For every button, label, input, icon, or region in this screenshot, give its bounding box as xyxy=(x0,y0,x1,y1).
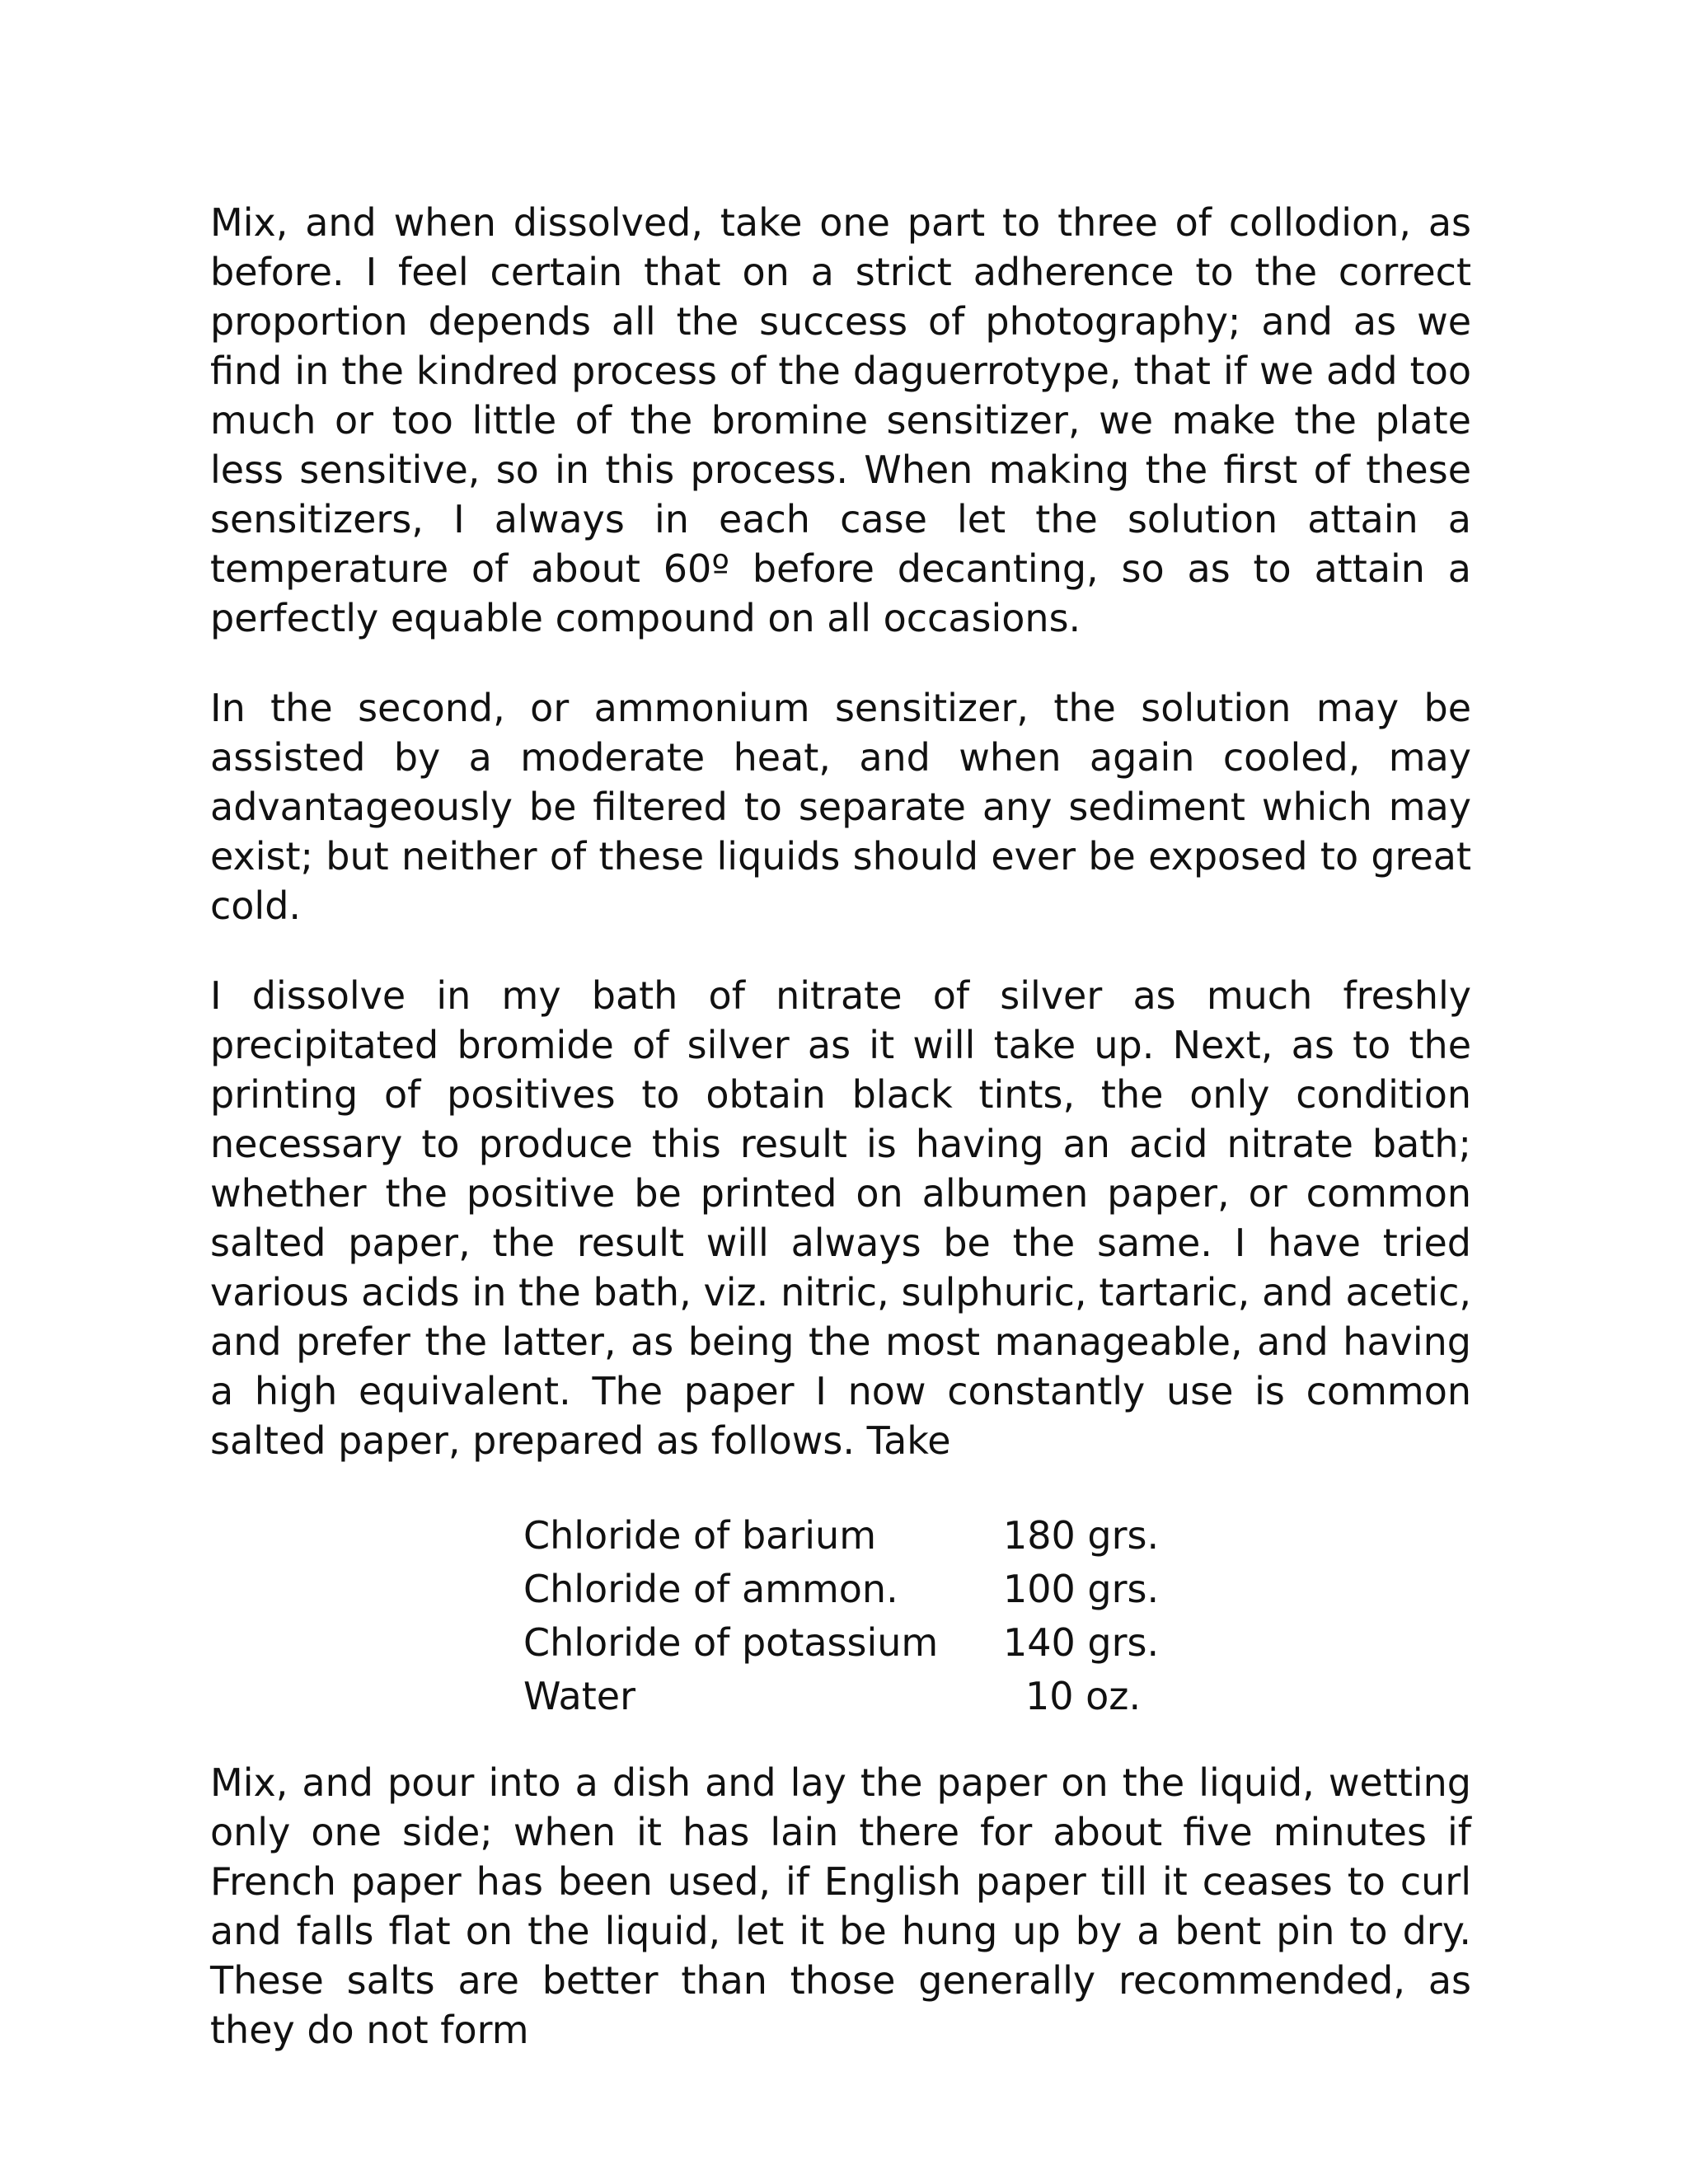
paragraph-4: Mix, and pour into a dish and lay the paper on the liquid, wetting only one side; when it has lain there for about five minutes if French paper has been used, if English paper till it ceases to curl and falls flat on the liquid, let it be hung up by a bent pin to dry. These salts are better than those generally recommended, as they do not form xyxy=(210,1760,1471,2052)
recipe-row xyxy=(523,1616,1159,1670)
recipe-ingredient: Chloride of ammon. xyxy=(523,1567,898,1611)
paragraph-3: I dissolve in my bath of nitrate of silver as much freshly precipitated bromide of silver as it will take up. Next, as to the printing of positives to obtain black tints, the only condition necessary to produce this result is having an acid nitrate bath; whether the positive be printed on albumen paper, or common salted paper, the result will always be the same. I have tried various acids in the bath, viz. nitric, sulphuric, tartaric, and acetic, and prefer the latter, as being the most manageable, and having a high equivalent. The paper I now constantly use is common salted paper, prepared as follows. Take xyxy=(210,973,1471,1463)
recipe-amount: 140 grs. xyxy=(1003,1620,1160,1665)
recipe-amount: 100 grs. xyxy=(1003,1567,1160,1611)
recipe-row xyxy=(523,1509,1159,1563)
recipe-row xyxy=(523,1563,1159,1616)
paragraph-1: Mix, and when dissolved, take one part to three of collodion, as before. I feel certain that on a strict adherence to the correct proportion depends all the success of photography; and as we find in the kindred process of the daguerrotype, that if we add too much or too little of the bromine sensitizer, we make the plate less sensitive, so in this process. When making the first of these sensitizers, I always in each case let the solution attain a temperature of about 60º before decanting, so as to attain a perfectly equable compound on all occasions. xyxy=(210,200,1471,640)
recipe-ingredient: Chloride of potassium xyxy=(523,1620,939,1665)
recipe-ingredient: Water xyxy=(523,1674,635,1718)
recipe-amount: 180 grs. xyxy=(1003,1513,1160,1558)
recipe-amount: 10 oz. xyxy=(1025,1674,1142,1718)
recipe-table xyxy=(523,1509,1159,1723)
paragraph-2: In the second, or ammonium sensitizer, the solution may be assisted by a moderate heat, and when again cooled, may advantageously be filtered to separate any sediment which may exist; but neither of these liquids should ever be exposed to great cold. xyxy=(210,686,1471,928)
recipe-row xyxy=(523,1670,1159,1723)
document-page xyxy=(210,198,1471,2055)
recipe-ingredient: Chloride of barium xyxy=(523,1513,877,1558)
